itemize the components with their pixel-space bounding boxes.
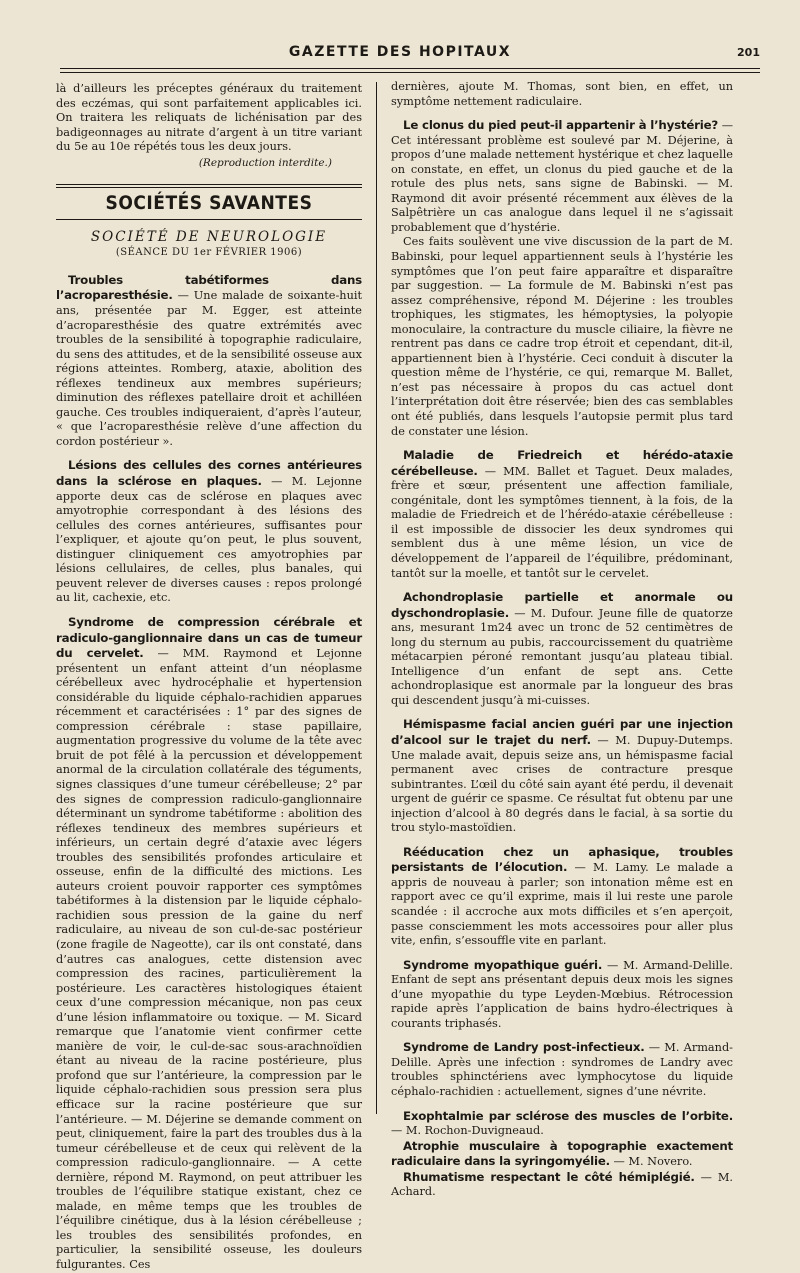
- article-text: — M. Armand-Delille. Enfant de sept ans présentant depuis deux mois les signes d’une myopathie du type Leyden-Mœbius. Rétrocession rapide après l’application de bains hydro-électriques à courants triphasés.: [391, 958, 733, 1030]
- section-rule-thin: [56, 187, 362, 188]
- article-lesions-cellules: [56, 458, 362, 605]
- article-exophtalmie: [391, 1109, 733, 1139]
- article-text: — M. Lamy. Le malade a appris de nouveau à parler; son intonation même est en rapport avec ce qu’il exprime, mais il lui reste une parole scandée : il accroche aux mots difficiles et s’en aperçoit, passe consciemment les mots accessoires pour aller plus vite, enfin, s’essouffle vite en parlant.: [391, 861, 733, 948]
- article-troubles-tabetiformes: [56, 273, 362, 450]
- seance-date: (SÉANCE DU 1er FÉVRIER 1906): [115, 247, 303, 259]
- article-title: Troubles tabétiformes dans l’acroparesthésie.: [56, 272, 362, 303]
- article-clonus: [391, 118, 733, 235]
- article-text: — Une malade de soixante-huit ans, présentée par M. Egger, est atteinte d’acroparesthésie des quatre extrémités avec troubles de la sensibilité à topographie radiculaire, du sens des attitudes, et de la sensibilité osseuse aux régions atteintes. Romberg, ataxie, abolition des réflexes tendineux aux membres supérieurs; diminution des réflexes patellaire droit et achilléen gauche. Ces troubles indiqueraient, d’après l’auteur, « que l’acroparesthésie relève d’une affection du cordon postérieur ».: [56, 289, 362, 448]
- right-column: [391, 80, 733, 1200]
- article-hemispasme: [391, 717, 733, 835]
- article-title: Syndrome de Landry post-infectieux.: [403, 1040, 645, 1055]
- article-text: — MM. Ballet et Taguet. Deux malades, frère et sœur, présentent une affection familiale, congénitale, dont les symptômes tiennent, à la fois, de la maladie de Friedreich et de l’hérédo-ataxie cérébelleuse : il est impossible de dissocier les deux syndromes qui semblent dus à une même lésion, un vice de développement de l’appareil de l’équilibre, prédominant, tantôt sur la moelle, et tantôt sur le cervelet.: [391, 464, 733, 580]
- journal-title: GAZETTE DES HOPITAUX: [288, 44, 512, 60]
- left-column: [56, 82, 362, 1273]
- article-title: Achondroplasie partielle et anormale ou dyschondroplasie.: [391, 590, 733, 620]
- article-text: — M. Dufour. Jeune fille de quatorze ans, mesurant 1m24 avec un tronc de 52 centimètres de long du sternum au pubis, raccourcissement du quatrième métacarpien péroné remontant jusqu’au plateau tibial. Intelligence d’un enfant de sept ans. Cette achondroplasique est anormale par la longueur des bras qui descendent jusqu’à mi-cuisses.: [391, 606, 733, 707]
- header-rule-thin: [60, 72, 760, 73]
- article-rhumatisme: [391, 1170, 733, 1200]
- intro-paragraph: là d’ailleurs les préceptes généraux du traitement des eczémas, qui sont parfaitement applicables ici. On traitera les reliquats de lichénisation par des badigeonnages au nitrate d’argent à un titre variant du 5e au 10e répétés tous les deux jours.: [56, 82, 362, 154]
- article-text: — M. Dupuy-Dutemps. Une malade avait, depuis seize ans, un hémispasme facial permanent avec crises de contracture presque subintrantes. L’œil du côté sain ayant été perdu, il devenait urgent de guérir ce spasme. Ce résultat fut obtenu par une injection d’alcool à 80 degrés dans le facial, à sa sortie du trou stylo-mastoïdien.: [391, 733, 733, 835]
- article-title: Rééducation chez un aphasique, troubles persistants de l’élocution.: [391, 844, 733, 875]
- article-atrophie: [391, 1139, 733, 1170]
- article-text: — M. Achard.: [391, 1170, 733, 1199]
- page-header: [60, 44, 760, 68]
- continued-paragraph: dernières, ajoute M. Thomas, sont bien, en effet, un symptôme nettement radiculaire.: [391, 80, 733, 108]
- column-divider: [376, 82, 377, 1114]
- section-title: SOCIÉTÉS SAVANTES: [105, 192, 313, 215]
- article-myopathique: [391, 958, 733, 1032]
- section-rule: [56, 184, 362, 185]
- article-title: Le clonus du pied peut-il appartenir à l’hystérie?: [403, 118, 719, 133]
- article-title: Rhumatisme respectant le côté hémiplégié.: [403, 1169, 695, 1184]
- article-syndrome-compression: [56, 615, 362, 1273]
- article-achondroplasie: [391, 590, 733, 708]
- article-text: — M. Rochon-Duvigneaud.: [391, 1124, 544, 1138]
- reproduction-notice: (Reproduction interdite.): [198, 156, 332, 169]
- article-text: — Cet intéressant problème est soulevé par M. Déjerine, à propos d’une malade nettement hystérique et chez laquelle on constate, en effet, un clonus du pied gauche et de la rotule des plus nets, sans signe de Babinski. — M. Raymond dit avoir présenté récemment aux élèves de la Salpêtrière un cas analogue dans lequel il ne s’agissait probablement que d’hystérie.: [391, 119, 733, 234]
- article-title: Hémispasme facial ancien guéri par une injection d’alcool sur le trajet du nerf.: [391, 717, 733, 747]
- article-text: — MM. Raymond et Lejonne présentent un enfant atteint d’un néoplasme cérébelleux avec hydrocéphalie et hypertension considérable du liquide céphalo-rachidien apparues récemment et caractérisées : 1° par des signes de compression cérébrale : stase papillaire, augmentation progressive du volume de la tête avec bruit de pot fêlé à la percussion et développement anormal de la circulation collatérale des téguments, signes classiques d’une tumeur cérébelleuse; 2° par des signes de compression radiculo-ganglionnaire déterminant un syndrome tabétiforme : abolition des réflexes tendineux des membres supérieurs et inférieurs, un certain degré d’ataxie avec légers troubles des sensibilités profondes articulaire et osseuse, enfin de la difficulté des mictions. Les auteurs croient pouvoir rapporter ces symptômes tabétiformes à la distension par le liquide céphalo-rachidien sous pression de la gaine du nerf radiculaire, au niveau de son cul-de-sac postérieur (zone fragile de Nageotte), car ils ont constaté, dans d’autres cas analogues, cette distension avec compression des racines, particulièrement la postérieure. Les caractères histologiques étaient ceux d’une compression mécanique, non pas ceux d’une lésion inflammatoire ou toxique. — M. Sicard remarque que l’anatomie vient confirmer cette manière de voir, le cul-de-sac sous-arachnoïdien étant au niveau de la racine postérieure, plus profond que sur l’antérieure, la compression par le liquide céphalo-rachidien sous pression sera plus efficace sur la racine postérieure que sur l’antérieure. — M. Déjerine se demande comment on peut, cliniquement, faire la part des troubles dus à la tumeur cérébelleuse et de ceux qui relèvent de la compression radiculo-ganglionnaire. — A cette dernière, répond M. Raymond, on peut attribuer les troubles de l’équilibre statique existant, chez ce malade, en même temps que les troubles de l’équilibre cinétique, dus à la lésion cérébelleuse ; les troubles des sensibilités profondes, en particulier, la sensibilité osseuse, les douleurs fulgurantes. Ces: [56, 647, 362, 1272]
- section-rule-bottom: [56, 219, 362, 220]
- article-title: Syndrome de compression cérébrale et radiculo-ganglionnaire dans un cas de tumeur du cervelet.: [56, 614, 362, 661]
- society-heading: SOCIÉTÉ DE NEUROLOGIE: [90, 228, 328, 245]
- article-title: Exophtalmie par sclérose des muscles de l’orbite.: [403, 1108, 733, 1123]
- article-title: Lésions des cellules des cornes antérieures dans la sclérose en plaques.: [56, 458, 362, 489]
- page-number: 201: [737, 46, 760, 59]
- article-title: Syndrome myopathique guéri.: [403, 957, 603, 972]
- article-title: Maladie de Friedreich et hérédo-ataxie cérébelleuse.: [391, 448, 733, 478]
- article-friedreich: [391, 448, 733, 581]
- article-text: — M. Novero.: [609, 1155, 693, 1169]
- article-title: Atrophie musculaire à topographie exactement radiculaire dans la syringomyélie.: [391, 1138, 733, 1169]
- header-rule: [60, 68, 760, 69]
- article-text: — M. Lejonne apporte deux cas de sclérose en plaques avec amyotrophie correspondant à des lésions des cellules des cornes antérieures, suffisantes pour l’expliquer, et ajoute qu’on peut, le plus souvent, distinguer cliniquement ces amyotrophies par lésions cellulaires, de celles, plus banales, qui peuvent relever de diverses causes : repos prolongé au lit, cachexie, etc.: [56, 475, 362, 605]
- article-landry: [391, 1040, 733, 1099]
- article-text: — M. Armand-Delille. Après une infection : syndromes de Landry avec troubles sphinctériens avec lymphocytose du liquide céphalo-rachidien : actuellement, signes d’une névrite.: [391, 1041, 733, 1098]
- article-reeducation: [391, 845, 733, 949]
- article-clonus-discussion: Ces faits soulèvent une vive discussion de la part de M. Babinski, pour lequel appartiennent seuls à l’hystérie les symptômes que l’on peut faire apparaître et disparaître par suggestion. — La formule de M. Babinski n’est pas assez compréhensive, répond M. Déjerine : les troubles trophiques, les stigmates, les hémoptysies, la polyopie monoculaire, la contracture du muscle ciliaire, la fièvre ne rentrent pas dans ce cadre trop étroit et cependant, dit-il, appartiennent bien à l’hystérie. Ceci conduit à discuter la question même de l’hystérie, ce qui, remarque M. Ballet, n’est pas nécessaire à propos du cas actuel dont l’interprétation doit être réservée; bien des cas semblables ont été publiés, dans lesquels l’autopsie permit plus tard de constater une lésion.: [391, 235, 733, 438]
